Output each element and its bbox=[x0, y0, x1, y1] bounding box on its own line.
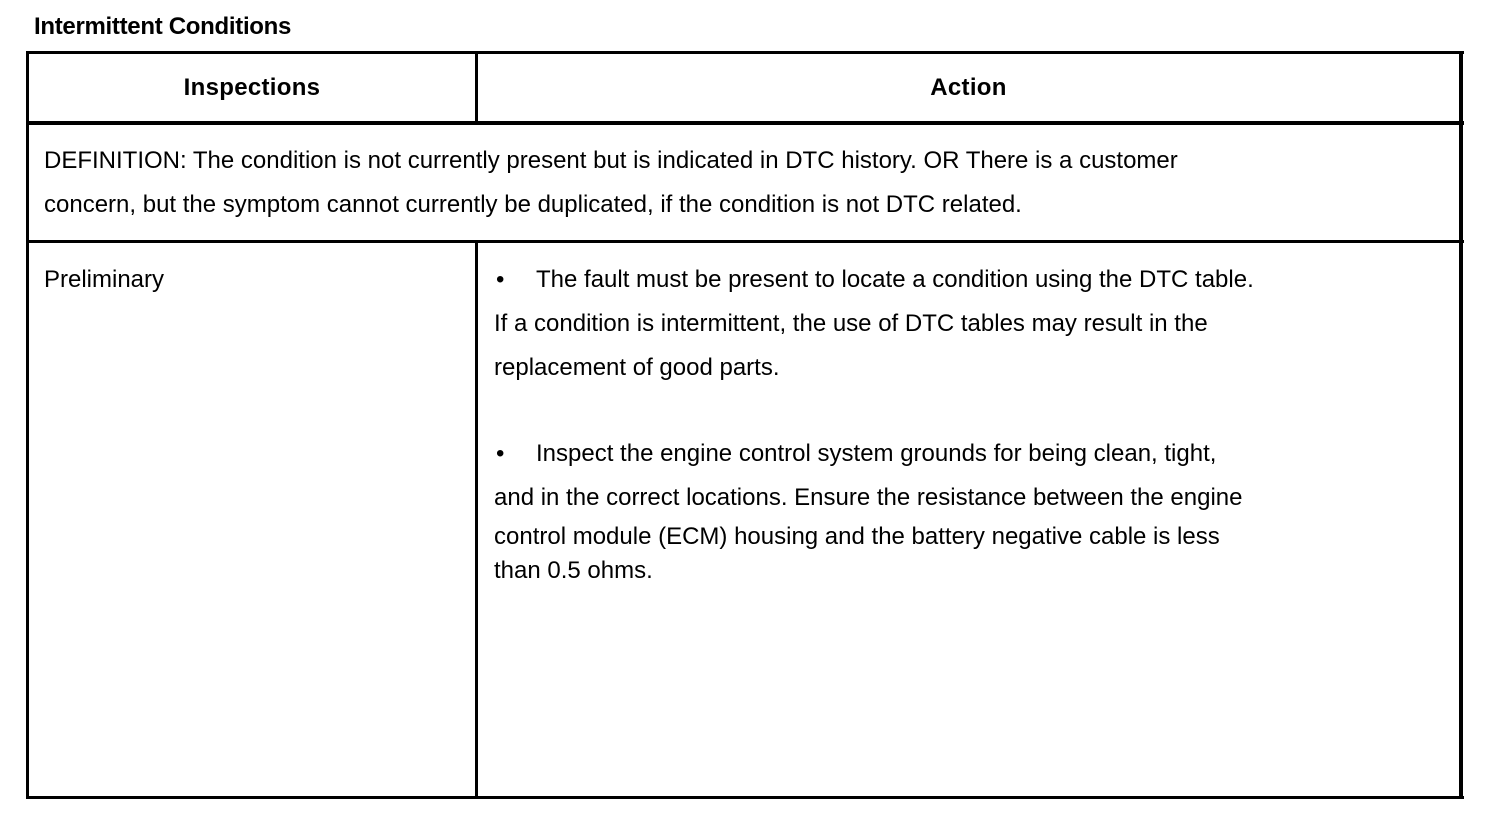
document-title: Intermittent Conditions bbox=[34, 13, 292, 40]
bullet-icon: • bbox=[496, 440, 505, 467]
action-line-text: Inspect the engine control system grounds for being clean, tight, bbox=[536, 440, 1217, 467]
body-column-divider bbox=[475, 241, 478, 799]
action-cell bbox=[494, 258, 1254, 588]
definition-cell bbox=[44, 139, 1178, 227]
action-line-text: The fault must be present to locate a condition using the DTC table. bbox=[536, 266, 1254, 293]
action-item bbox=[494, 432, 1254, 588]
action-line: than 0.5 ohms. bbox=[494, 557, 653, 584]
table-right-border bbox=[1459, 51, 1463, 799]
definition-line: DEFINITION: The condition is not currently present but is indicated in DTC history. OR There is a customer bbox=[44, 147, 1178, 174]
definition-line: concern, but the symptom cannot currently be duplicated, if the condition is not DTC related. bbox=[44, 191, 1022, 218]
header-bottom-border bbox=[26, 121, 1464, 125]
action-line: If a condition is intermittent, the use of DTC tables may result in the bbox=[494, 310, 1208, 337]
inspection-cell-preliminary: Preliminary bbox=[44, 266, 165, 293]
action-line: replacement of good parts. bbox=[494, 354, 780, 381]
action-line: and in the correct locations. Ensure the resistance between the engine bbox=[494, 484, 1243, 511]
bullet-icon: • bbox=[496, 266, 505, 293]
table-bottom-border bbox=[26, 796, 1464, 799]
action-line bbox=[494, 258, 1254, 302]
column-header-inspections: Inspections bbox=[183, 73, 321, 101]
action-line bbox=[494, 432, 1254, 476]
column-header-action: Action bbox=[930, 73, 1007, 101]
definition-bottom-border bbox=[26, 240, 1464, 243]
action-item bbox=[494, 258, 1254, 390]
intermittent-conditions-table bbox=[26, 51, 1464, 799]
action-line: control module (ECM) housing and the battery negative cable is less bbox=[494, 523, 1220, 550]
table-left-border bbox=[26, 51, 29, 799]
